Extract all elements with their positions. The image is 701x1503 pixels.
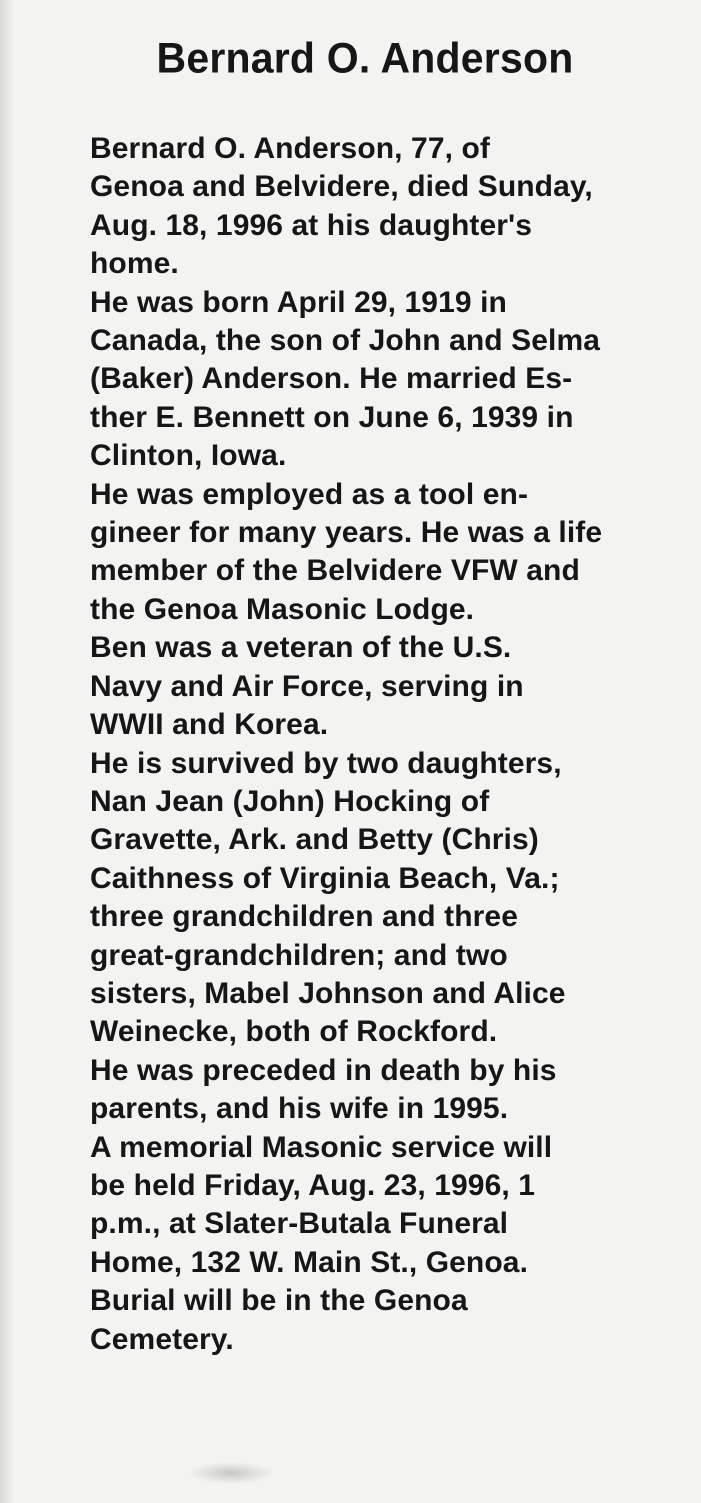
text-line: member of the Belvidere VFW and — [90, 554, 580, 588]
text-line: He was born April 29, 1919 in — [90, 285, 507, 319]
text-line: the Genoa Masonic Lodge. — [90, 592, 475, 626]
text-line: WWII and Korea. — [90, 708, 329, 742]
text-line: (Baker) Anderson. He married Es- — [90, 362, 573, 396]
text-line: be held Friday, Aug. 23, 1996, 1 — [90, 1168, 536, 1202]
text-line: sisters, Mabel Johnson and Alice — [90, 976, 566, 1010]
text-line: three grandchildren and three — [90, 900, 518, 934]
text-line: Genoa and Belvidere, died Sunday, — [90, 170, 593, 204]
text-line: great-grandchildren; and two — [90, 938, 508, 972]
paragraph-death-notice — [60, 130, 670, 284]
text-line: Bernard O. Anderson, 77, of — [90, 132, 490, 165]
text-line: He was preceded in death by his — [90, 1053, 557, 1087]
text-line: Canada, the son of John and Selma — [90, 324, 601, 358]
text-line: Clinton, Iowa. — [90, 439, 287, 473]
text-line: Navy and Air Force, serving in — [90, 669, 524, 703]
text-line: Cemetery. — [90, 1322, 234, 1356]
text-line: ther E. Bennett on June 6, 1939 in — [90, 400, 574, 434]
text-line: Aug. 18, 1996 at his daughter's — [90, 208, 533, 242]
text-line: Burial will be in the Genoa — [90, 1284, 468, 1318]
text-line: Caithness of Virginia Beach, Va.; — [90, 861, 560, 895]
paragraph-survivors — [60, 745, 670, 1052]
text-line: Weinecke, both of Rockford. — [90, 1015, 498, 1049]
text-line: parents, and his wife in 1995. — [90, 1092, 509, 1126]
obituary-column — [60, 28, 670, 1359]
text-line: Home, 132 W. Main St., Genoa. — [90, 1245, 529, 1279]
text-line: Gravette, Ark. and Betty (Chris) — [90, 823, 539, 857]
paragraph-military — [60, 629, 670, 744]
paragraph-preceded — [60, 1052, 670, 1129]
text-line: A memorial Masonic service will — [90, 1130, 553, 1164]
text-line: Nan Jean (John) Hocking of — [90, 784, 490, 818]
text-line: gineer for many years. He was a life — [90, 516, 603, 550]
paragraph-employment — [60, 476, 670, 630]
text-line: He is survived by two daughters, — [90, 746, 562, 780]
text-line: p.m., at Slater-Butala Funeral — [90, 1207, 509, 1241]
text-line: home. — [90, 247, 179, 281]
obituary-headline: Bernard O. Anderson — [156, 33, 574, 83]
text-line: He was employed as a tool en- — [90, 477, 529, 511]
paragraph-service — [60, 1129, 670, 1359]
paragraph-birth-marriage — [60, 284, 670, 476]
paper-edge-shadow — [0, 0, 14, 1503]
ink-smudge — [188, 1462, 274, 1484]
text-line: Ben was a veteran of the U.S. — [90, 631, 512, 665]
